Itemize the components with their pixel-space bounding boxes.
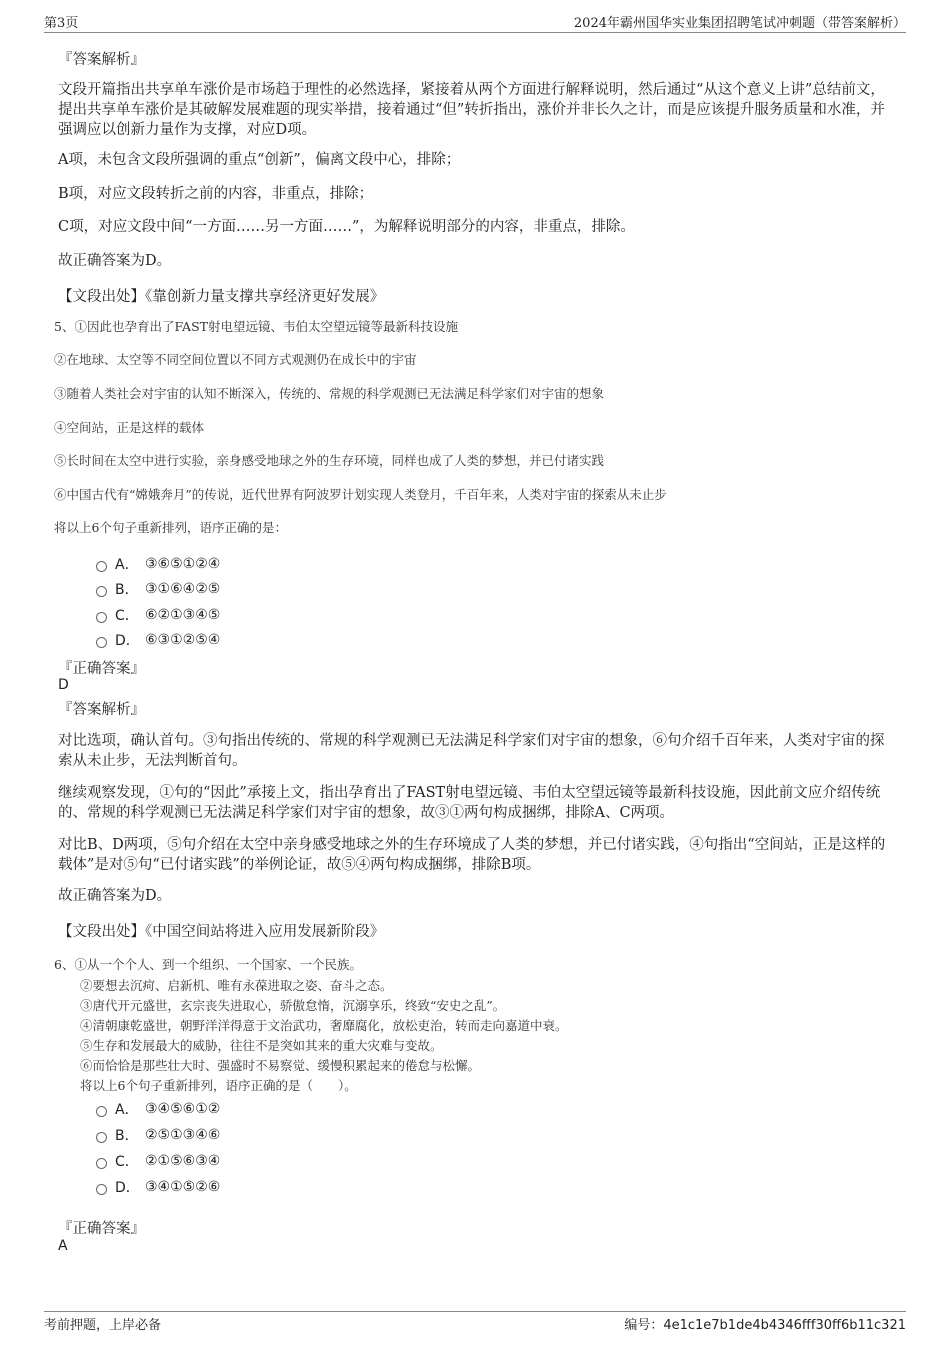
radio-icon[interactable] [96,1184,107,1195]
q6-line-5: ⑤生存和发展最大的威胁，往往不是突如其来的重大灾难与变故。 [80,1038,443,1053]
q4-analysis-para-3: B项，对应文段转折之前的内容，非重点，排除； [58,186,374,202]
q5-option-b[interactable]: B． ③①⑥④②⑤ [96,579,220,599]
q5-line-4: ④空间站，正是这样的载体 [54,420,205,435]
q5-line-2: ②在地球、太空等不同空间位置以不同方式观测仍在成长中的宇宙 [54,352,417,367]
q4-analysis-para-5: 故正确答案为D。 [58,253,172,269]
q6-line-6: ⑥而恰恰是那些壮大时、强盛时不易察觉、缓慢积累起来的倦怠与松懈。 [80,1058,481,1073]
q6-line-1: 6、①从一个个人、到一个组织、一个国家、一个民族。 [54,957,362,972]
radio-icon[interactable] [96,637,107,648]
q4-analysis-label: 『答案解析』 [58,52,145,68]
q5-analysis-label: 『答案解析』 [58,702,145,718]
q5-analysis-para-4: 故正确答案为D。 [58,888,172,904]
radio-icon[interactable] [96,612,107,623]
q4-analysis-para-2: A项，未包含文段所强调的重点“创新”，偏离文段中心，排除； [58,152,461,168]
q6-prompt: 将以上6个句子重新排列，语序正确的是（ ）。 [80,1078,357,1093]
q6-option-d[interactable]: D． ③④①⑤②⑥ [96,1177,220,1197]
q5-answer: D [58,677,69,693]
page-footer [44,1311,906,1338]
q5-option-d[interactable]: D． ⑥③①②⑤④ [96,630,220,650]
radio-icon[interactable] [96,586,107,597]
radio-icon[interactable] [96,1106,107,1117]
q5-option-a[interactable]: A． ③⑥⑤①②④ [96,554,220,574]
q6-answer: A [58,1238,68,1254]
q5-analysis-para-1: 对比选项，确认首句。③句指出传统的、常规的科学观测已无法满足科学家们对宇宙的想象，⑥句介绍千百年来，人类对宇宙的探索从未止步，无法判断首句。 [58,733,885,769]
q6-option-b[interactable]: B． ②⑤①③④⑥ [96,1125,220,1145]
radio-icon[interactable] [96,1132,107,1143]
footer-slogan: 考前押题，上岸必备 [44,1318,162,1333]
q5-line-1: 5、①因此也孕育出了FAST射电望远镜、韦伯太空望远镜等最新科技设施 [54,319,458,334]
q5-line-3: ③随着人类社会对宇宙的认知不断深入，传统的、常规的科学观测已无法满足科学家们对宇宙的想象 [54,386,605,401]
document-id: 编号：4e1c1e7b1de4b4346fff30ff6b11c321 [624,1318,906,1333]
radio-icon[interactable] [96,561,107,572]
q5-answer-label: 『正确答案』 [58,661,145,677]
radio-icon[interactable] [96,1158,107,1169]
q5-source: 【文段出处】《中国空间站将进入应用发展新阶段》 [58,924,385,940]
q5-analysis-para-3: 对比B、D两项，⑤句介绍在太空中亲身感受地球之外的生存环境成了人类的梦想，并已付诸实践，④句指出“空间站，正是这样的载体”是对⑤句“已付诸实践”的举例论证，故⑤④两句构成捆绑，排除B项。 [58,837,886,873]
q6-line-4: ④清朝康乾盛世，朝野洋洋得意于文治武功，奢靡腐化，放松吏治，转而走向嘉道中衰。 [80,1018,568,1033]
q6-option-c[interactable]: C． ②①⑤⑥③④ [96,1151,220,1171]
q5-line-6: ⑥中国古代有“嫦娥奔月”的传说，近代世界有阿波罗计划实现人类登月，千百年来，人类对宇宙的探索从未止步 [54,487,667,502]
q5-option-c[interactable]: C． ⑥②①③④⑤ [96,605,220,625]
q5-analysis-para-2: 继续观察发现，①句的“因此”承接上文，指出孕育出了FAST射电望远镜、韦伯太空望远镜等最新科技设施，因此前文应介绍传统的、常规的科学观测已无法满足科学家们对宇宙的想象，故③①两句构成捆绑，排除A、C两项。 [58,785,881,821]
q5-prompt: 将以上6个句子重新排列，语序正确的是： [54,520,287,535]
q6-option-a[interactable]: A． ③④⑤⑥①② [96,1099,220,1119]
q4-source: 【文段出处】《靠创新力量支撑共享经济更好发展》 [58,289,385,305]
page-number: 第3页 [44,16,79,31]
q5-line-5: ⑤长时间在太空中进行实验，亲身感受地球之外的生存环境，同样也成了人类的梦想，并已付诸实践 [54,453,605,468]
q6-answer-label: 『正确答案』 [58,1221,145,1237]
q6-line-3: ③唐代开元盛世，玄宗丧失进取心，骄傲怠惰，沉溺享乐，终致“安史之乱”。 [80,998,506,1013]
q4-analysis-para-4: C项，对应文段中间“一方面……另一方面……”，为解释说明部分的内容，非重点，排除。 [58,219,635,235]
document-title: 2024年霸州国华实业集团招聘笔试冲刺题（带答案解析） [573,16,906,31]
q4-analysis-para-1: 文段开篇指出共享单车涨价是市场趋于理性的必然选择，紧接着从两个方面进行解释说明，然后通过“从这个意义上讲”总结前文，提出共享单车涨价是其破解发展难题的现实举措，接着通过“但”转折指出，涨价并非长久之计，而是应该提升服务质量和水准，并强调应以创新力量作为支撑，对应D项。 [58,82,885,138]
page-header [44,8,906,33]
q6-line-2: ②要想去沉疴、启新机、唯有永葆进取之姿、奋斗之态。 [80,978,393,993]
